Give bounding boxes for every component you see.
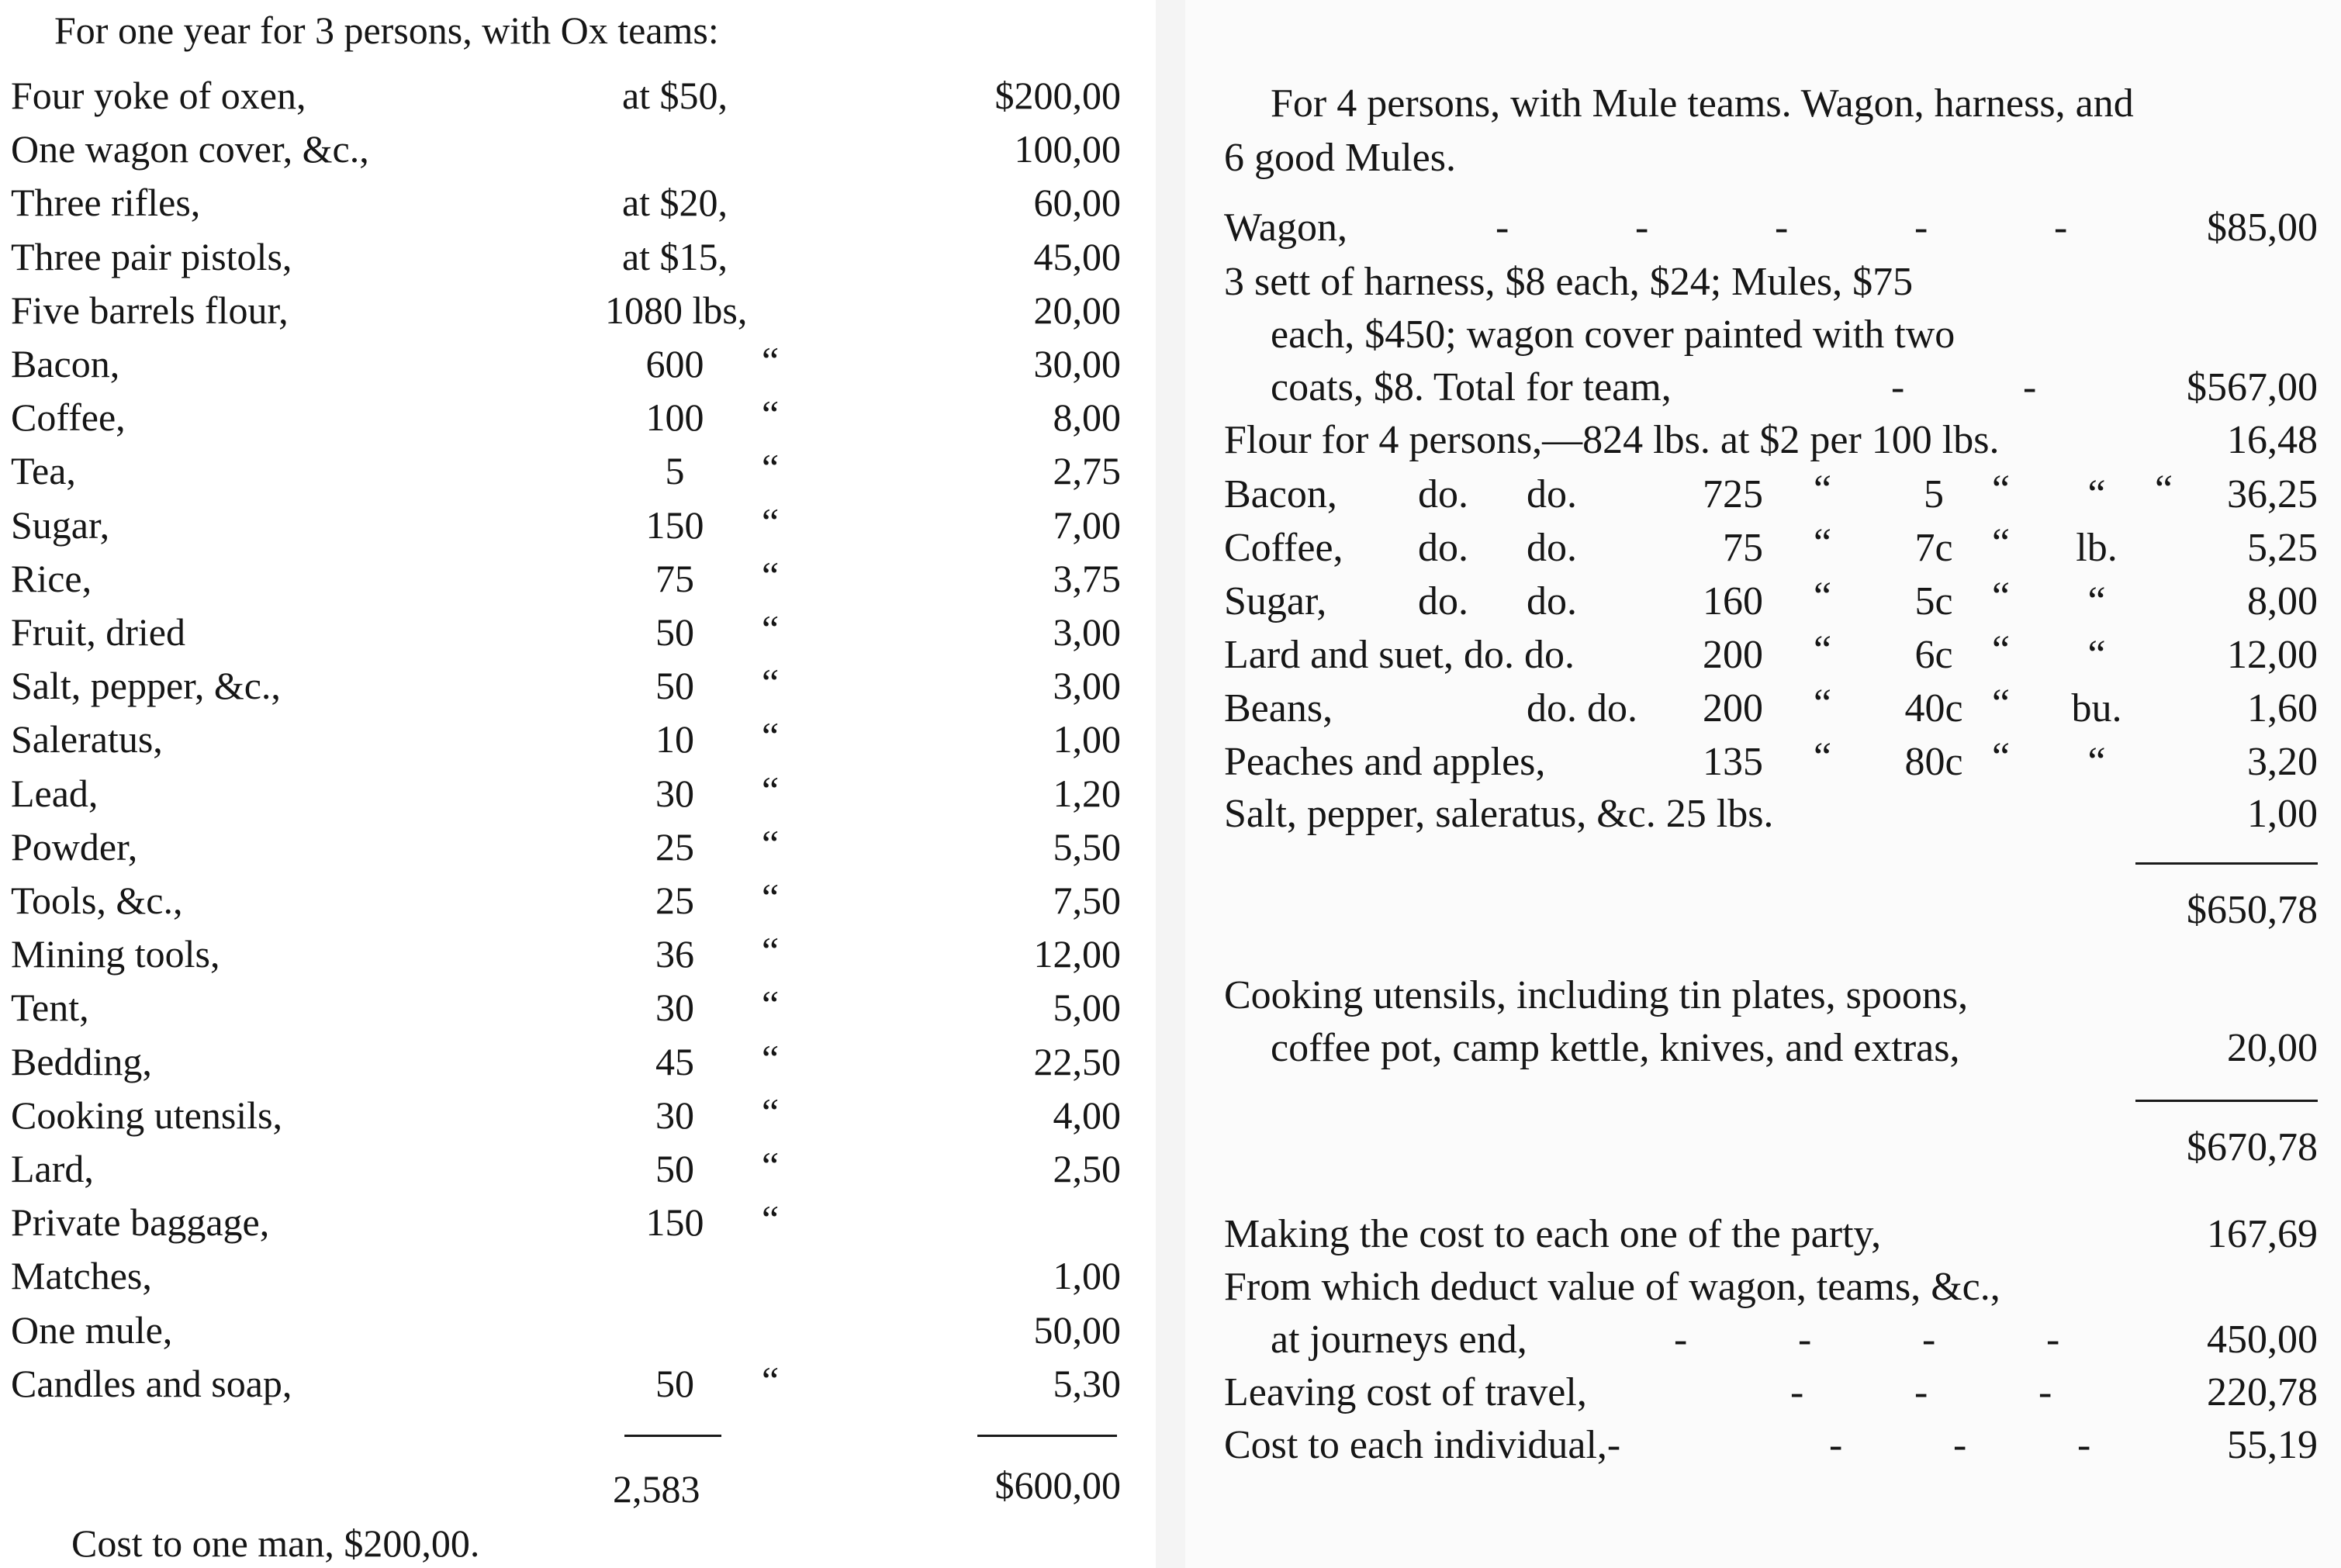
item-cell: Saleratus, — [11, 717, 163, 761]
ox-footer: Cost to one man, $200,00. — [71, 1521, 480, 1565]
leader-dash: - — [2077, 1423, 2091, 1467]
page-divider — [1156, 0, 1185, 1568]
leader-dash: - — [1829, 1423, 1843, 1467]
flour-label: Flour for 4 persons,—824 lbs. at $2 per 100 lbs. — [1224, 418, 2000, 462]
deduct-cost: 450,00 — [2207, 1318, 2318, 1362]
individual-label: Cost to each individual,- — [1224, 1423, 1621, 1467]
leader-dash: - — [1496, 205, 1509, 250]
cost-cell: 12,00 — [1033, 932, 1121, 976]
mule-team-table — [1185, 0, 2341, 1568]
cost-cell: 1,20 — [1053, 772, 1121, 815]
cost-cell: 1,00 — [1053, 1254, 1121, 1297]
ditto-do: do. — [1527, 472, 1577, 516]
provision-unit: bu. — [2071, 686, 2122, 730]
quantity-cell: 30 — [655, 986, 694, 1029]
salt-label: Salt, pepper, saleratus, &c. 25 lbs. — [1224, 792, 1774, 836]
quantity-cell: 50 — [655, 664, 694, 707]
provision-rate: 5 — [1924, 472, 1944, 516]
ox-team-table — [0, 0, 1156, 1568]
cost-cell: 2,75 — [1053, 449, 1121, 492]
quantity-cell: 50 — [655, 1362, 694, 1405]
cost-cell: 5,50 — [1053, 825, 1121, 869]
item-cell: Fruit, dried — [11, 610, 185, 654]
provision-quantity: 200 — [1703, 633, 1763, 677]
item-cell: Tent, — [11, 986, 89, 1029]
cost-cell: 7,00 — [1053, 503, 1121, 547]
ditto-mark: “ — [1814, 735, 1832, 779]
subtotal-rule-2 — [2135, 1100, 2318, 1102]
leader-dash: - — [1674, 1318, 1688, 1362]
ditto-mark: “ — [762, 446, 780, 489]
quantity-cell: 100 — [645, 395, 704, 439]
cost-cell: 8,00 — [1053, 395, 1121, 439]
provision-unit: “ — [2087, 579, 2106, 623]
ditto-mark: “ — [1992, 468, 2011, 512]
ox-total-cost: $600,00 — [994, 1463, 1121, 1507]
provision-quantity: 160 — [1703, 579, 1763, 623]
each-cost: 167,69 — [2207, 1212, 2318, 1256]
item-cell: Three pair pistols, — [11, 235, 292, 278]
provision-rate: 80c — [1904, 740, 1963, 784]
leaving-cost: 220,78 — [2207, 1370, 2318, 1414]
deduct-line-1: From which deduct value of wagon, teams, &c., — [1224, 1265, 2000, 1309]
cost-cell: 3,00 — [1053, 610, 1121, 654]
ditto-do: do. — [1418, 579, 1468, 623]
ditto-mark: “ — [1992, 575, 2011, 619]
provision-item: Beans, — [1224, 686, 1333, 730]
quantity-cell: 10 — [655, 717, 694, 761]
quantity-cell: at $15, — [621, 235, 728, 278]
cost-cell: 7,50 — [1053, 879, 1121, 922]
cost-cell: 4,00 — [1053, 1093, 1121, 1137]
ditto-mark: “ — [762, 1144, 780, 1187]
quantity-cell: at $20, — [621, 181, 728, 224]
cost-cell: 2,50 — [1053, 1147, 1121, 1190]
each-label: Making the cost to each one of the party, — [1224, 1212, 1882, 1256]
provision-item: Bacon, — [1224, 472, 1337, 516]
harness-line-2: each, $450; wagon cover painted with two — [1271, 313, 1955, 357]
ditto-mark: “ — [762, 607, 780, 651]
quantity-cell: 45 — [655, 1040, 694, 1083]
ditto-mark: “ — [762, 1197, 780, 1241]
item-cell: Matches, — [11, 1254, 152, 1297]
provision-cost: 36,25 — [2227, 472, 2318, 516]
leader-dash: - — [2054, 205, 2068, 250]
ditto-mark: “ — [1814, 521, 1832, 565]
ox-heading: For one year for 3 persons, with Ox teams: — [54, 9, 719, 52]
flour-cost: 16,48 — [2227, 418, 2318, 462]
ditto-mark: “ — [1814, 628, 1832, 672]
item-cell: Cooking utensils, — [11, 1093, 283, 1137]
item-cell: Tea, — [11, 449, 76, 492]
quantity-cell: 75 — [655, 557, 694, 600]
ditto-mark: “ — [1814, 575, 1832, 619]
ditto-mark: “ — [762, 929, 780, 972]
cost-cell: $200,00 — [994, 74, 1121, 117]
provision-quantity: 200 — [1703, 686, 1763, 730]
ditto-mark: “ — [762, 876, 780, 919]
quantity-cell: 25 — [655, 879, 694, 922]
ditto-do: do. — [1418, 472, 1468, 516]
cost-cell: 1,00 — [1053, 717, 1121, 761]
cooking-line-2: coffee pot, camp kettle, knives, and extras, — [1271, 1026, 1960, 1070]
quantity-cell: 150 — [645, 1200, 704, 1244]
ditto-do: do. — [1527, 579, 1577, 623]
provision-quantity: 725 — [1703, 472, 1763, 516]
provision-unit: “ — [2087, 740, 2106, 784]
leader-dash: - — [2038, 1370, 2052, 1414]
item-cell: Rice, — [11, 557, 92, 600]
provision-unit: “ — [2087, 472, 2106, 516]
ditto-mark: “ — [762, 1037, 780, 1080]
item-cell: One wagon cover, &c., — [11, 127, 369, 171]
provision-item: Coffee, — [1224, 526, 1343, 570]
item-cell: Five barrels flour, — [11, 288, 289, 332]
ditto-mark: “ — [762, 768, 780, 812]
leader-dash: - — [1798, 1318, 1812, 1362]
leader-dash: - — [1914, 205, 1928, 250]
provision-cost: 3,20 — [2247, 740, 2318, 784]
cost-cell: 60,00 — [1033, 181, 1121, 224]
cost-cell: 20,00 — [1033, 288, 1121, 332]
provision-cost: 1,60 — [2247, 686, 2318, 730]
leader-dash: - — [2023, 365, 2037, 409]
ditto-mark: “ — [762, 661, 780, 704]
cost-cell: 45,00 — [1033, 235, 1121, 278]
ditto-mark: “ — [1814, 682, 1832, 726]
item-cell: Powder, — [11, 825, 138, 869]
quantity-cell: 25 — [655, 825, 694, 869]
provision-cost: 8,00 — [2247, 579, 2318, 623]
individual-cost: 55,19 — [2227, 1423, 2318, 1467]
item-cell: Coffee, — [11, 395, 126, 439]
provision-item: Peaches and apples, — [1224, 740, 1546, 784]
item-cell: Mining tools, — [11, 932, 220, 976]
cost-cell: 3,75 — [1053, 557, 1121, 600]
provision-cost: 5,25 — [2247, 526, 2318, 570]
subtotal-2: $670,78 — [2187, 1125, 2318, 1169]
ditto-mark: “ — [762, 392, 780, 436]
quantity-cell: 50 — [655, 1147, 694, 1190]
leader-dash: - — [1922, 1318, 1936, 1362]
quantity-cell: at $50, — [621, 74, 728, 117]
quantity-cell: 5 — [665, 449, 685, 492]
cost-cell: 5,30 — [1053, 1362, 1121, 1405]
harness-line-1: 3 sett of harness, $8 each, $24; Mules, $75 — [1224, 260, 1914, 304]
harness-line-3: coats, $8. Total for team, — [1271, 365, 1672, 409]
cost-total-rule — [977, 1435, 1117, 1437]
ditto-mark: “ — [762, 1359, 780, 1402]
leader-dash: - — [1891, 365, 1905, 409]
cost-cell: 3,00 — [1053, 664, 1121, 707]
item-cell: Bacon, — [11, 342, 120, 385]
item-cell: Tools, &c., — [11, 879, 183, 922]
quantity-cell: 50 — [655, 610, 694, 654]
item-cell: Candles and soap, — [11, 1362, 292, 1405]
mule-heading-line-1: For 4 persons, with Mule teams. Wagon, harness, and — [1271, 81, 2134, 126]
ditto-do: do. do. — [1527, 686, 1637, 730]
leader-dash: - — [1914, 1370, 1928, 1414]
provision-quantity: 135 — [1703, 740, 1763, 784]
leader-dash: - — [2046, 1318, 2060, 1362]
leader-dash: - — [1953, 1423, 1967, 1467]
ditto-mark: “ — [762, 1090, 780, 1134]
item-cell: Lead, — [11, 772, 99, 815]
provision-item: Lard and suet, do. do. — [1224, 633, 1575, 677]
quantity-cell: 36 — [655, 932, 694, 976]
cooking-cost: 20,00 — [2227, 1026, 2318, 1070]
ditto-mark: “ — [762, 500, 780, 544]
quantity-cell: 30 — [655, 772, 694, 815]
ditto-mark: “ — [1992, 521, 2011, 565]
item-cell: Sugar, — [11, 503, 110, 547]
mule-heading-line-2: 6 good Mules. — [1224, 136, 1456, 180]
ditto-mark: “ — [1814, 468, 1832, 512]
weight-total-rule — [624, 1435, 721, 1437]
cost-cell: 50,00 — [1033, 1308, 1121, 1352]
cost-cell: 100,00 — [1014, 127, 1121, 171]
ox-total-weight: 2,583 — [613, 1467, 700, 1511]
item-cell: Lard, — [11, 1147, 94, 1190]
provision-cost: 12,00 — [2227, 633, 2318, 677]
provision-rate: 7c — [1914, 526, 1953, 570]
quantity-cell: 30 — [655, 1093, 694, 1137]
leader-dash: - — [1775, 205, 1789, 250]
provision-rate: 6c — [1914, 633, 1953, 677]
ditto-mark: “ — [1992, 682, 2011, 726]
subtotal-rule-1 — [2135, 862, 2318, 865]
cooking-line-1: Cooking utensils, including tin plates, spoons, — [1224, 973, 1969, 1017]
subtotal-1: $650,78 — [2187, 888, 2318, 932]
provision-unit: “ — [2087, 633, 2106, 677]
ditto-mark: “ — [1992, 628, 2011, 672]
deduct-line-2: at journeys end, — [1271, 1318, 1527, 1362]
salt-cost: 1,00 — [2247, 792, 2318, 836]
provision-item: Sugar, — [1224, 579, 1327, 623]
item-cell: Bedding, — [11, 1040, 152, 1083]
ditto-mark: “ — [762, 554, 780, 597]
item-cell: Four yoke of oxen, — [11, 74, 306, 117]
ditto-mark: “ — [762, 714, 780, 758]
leader-dash: - — [1635, 205, 1649, 250]
cost-cell: 5,00 — [1053, 986, 1121, 1029]
ditto-mark: “ — [762, 339, 780, 382]
provision-rate: 5c — [1914, 579, 1953, 623]
quantity-cell: 600 — [645, 342, 704, 385]
wagon-cost: $85,00 — [2207, 205, 2318, 250]
item-cell: Salt, pepper, &c., — [11, 664, 281, 707]
provision-rate: 40c — [1904, 686, 1963, 730]
harness-cost: $567,00 — [2187, 365, 2318, 409]
ditto-mark: “ — [2155, 468, 2173, 512]
cost-cell: 30,00 — [1033, 342, 1121, 385]
ditto-mark: “ — [762, 983, 780, 1026]
quantity-cell: 1080 lbs, — [605, 288, 748, 332]
item-cell: Private baggage, — [11, 1200, 270, 1244]
wagon-label: Wagon, — [1224, 205, 1347, 250]
provision-quantity: 75 — [1723, 526, 1763, 570]
provision-unit: lb. — [2076, 526, 2118, 570]
leaving-label: Leaving cost of travel, — [1224, 1370, 1587, 1414]
item-cell: Three rifles, — [11, 181, 201, 224]
ditto-mark: “ — [1992, 735, 2011, 779]
ditto-do: do. — [1527, 526, 1577, 570]
ditto-do: do. — [1418, 526, 1468, 570]
quantity-cell: 150 — [645, 503, 704, 547]
ditto-mark: “ — [762, 822, 780, 865]
item-cell: One mule, — [11, 1308, 173, 1352]
cost-cell: 22,50 — [1033, 1040, 1121, 1083]
leader-dash: - — [1790, 1370, 1804, 1414]
